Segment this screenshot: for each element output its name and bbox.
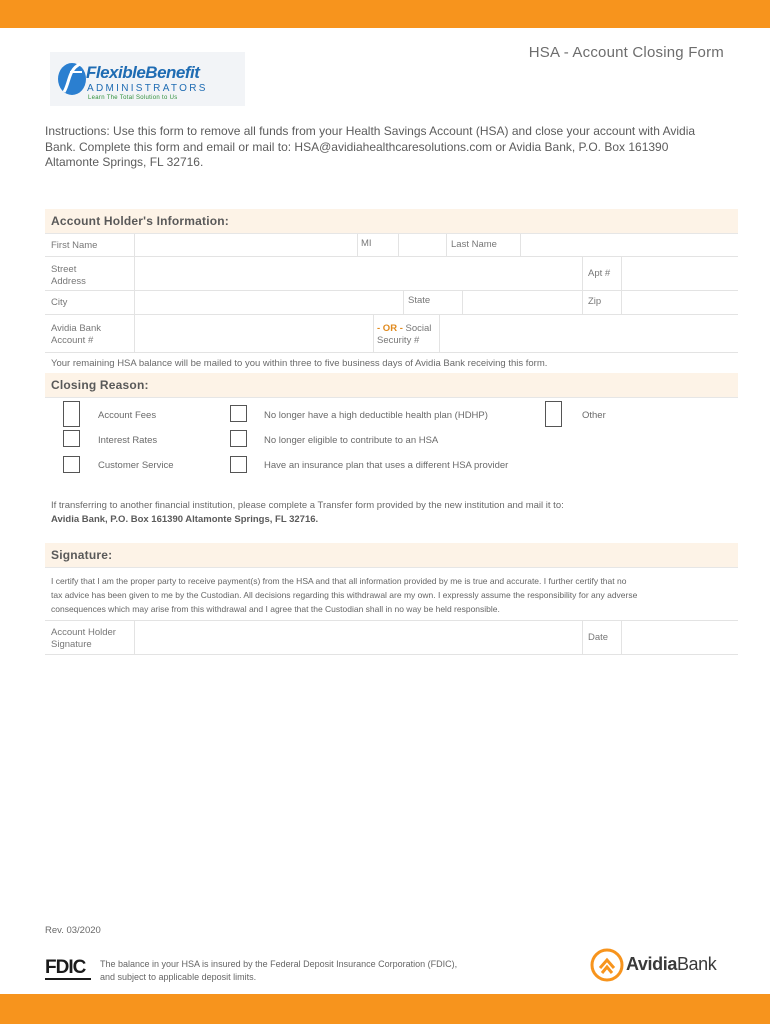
transfer-note (45, 499, 738, 527)
certification-line: tax advice has been given to me by the Custodian. All decisions regarding this withdrawal are my own. I expressly assume the responsibility for any adverse (51, 590, 638, 600)
section-heading: Closing Reason: (45, 373, 738, 398)
city-field[interactable] (135, 291, 403, 314)
signature-field[interactable] (135, 621, 582, 654)
form-title: HSA - Account Closing Form (528, 44, 724, 61)
certification-line: consequences which may arise from this withdrawal and I agree that the Custodian shall in no way be held responsible. (51, 604, 500, 614)
signature-label-line: Account Holder (51, 627, 116, 638)
ssn-label-line: Security # (377, 335, 420, 346)
last-name-field[interactable] (521, 234, 738, 256)
account-label-line: Avidia Bank (51, 323, 101, 334)
no-hdhp-label: No longer have a high deductible health plan (HDHP) (264, 410, 488, 421)
signature-label-line: Signature (51, 639, 92, 650)
state-field[interactable] (463, 291, 582, 314)
balance-note: Your remaining HSA balance will be mailed to you within three to five business days of Avidia Bank receiving this form. (51, 358, 548, 369)
account-number-field[interactable] (135, 315, 373, 352)
instructions-line: Altamonte Springs, FL 32716. (45, 155, 204, 169)
closing-reason-section (45, 373, 738, 527)
logo-tagline: Learn The Total Solution to Us (88, 95, 178, 101)
mi-field[interactable] (399, 234, 446, 256)
customer-service-checkbox[interactable] (63, 456, 80, 473)
customer-service-label: Customer Service (98, 460, 174, 471)
top-accent-bar (0, 0, 770, 28)
instructions (45, 124, 725, 171)
date-field[interactable] (622, 621, 738, 654)
fdic-logo-text: FDIC (45, 957, 86, 978)
fdic-logo (45, 958, 91, 982)
zip-field[interactable] (622, 291, 738, 314)
fdic-notice-line: The balance in your HSA is insured by the Federal Deposit Insurance Corporation (FDIC), (100, 959, 458, 969)
street-address-label (51, 264, 86, 288)
bottom-accent-bar (0, 994, 770, 1024)
reason-options (45, 398, 738, 488)
not-eligible-label: No longer eligible to contribute to an HSA (264, 435, 439, 446)
logo-mark-icon (50, 52, 90, 106)
ssn-label-line: Social (405, 323, 432, 334)
apt-field[interactable] (622, 257, 738, 290)
fdic-notice (100, 958, 457, 984)
account-number-label (51, 323, 101, 347)
city-row (45, 291, 738, 315)
ssn-label (377, 323, 431, 347)
account-fees-checkbox[interactable] (63, 401, 80, 427)
other-checkbox[interactable] (545, 401, 562, 427)
certification-text (45, 568, 738, 620)
account-fees-label: Account Fees (98, 410, 157, 421)
logo-title: FlexibleBenefit (86, 63, 200, 82)
not-eligible-checkbox[interactable] (230, 430, 247, 447)
account-label-line: Account # (51, 335, 94, 346)
interest-rates-label: Interest Rates (98, 435, 158, 446)
account-holder-section (45, 209, 738, 376)
signature-row (45, 621, 738, 655)
section-heading: Signature: (45, 543, 738, 568)
certification-row (45, 568, 738, 621)
certification-line: I certify that I am the proper party to receive payment(s) from the HSA and that all information provided by me is true and accurate. I further certify that no (51, 576, 627, 586)
or-label: - OR - (377, 323, 403, 334)
section-heading: Account Holder's Information: (45, 209, 738, 234)
zip-label: Zip (588, 296, 602, 307)
street-label-line: Street (51, 264, 77, 275)
transfer-address: Avidia Bank, P.O. Box 161390 Altamonte Springs, FL 32716. (51, 514, 319, 525)
first-name-label: First Name (51, 240, 98, 251)
avidia-bank-name (626, 954, 716, 975)
logo-subtitle: ADMINISTRATORS (87, 83, 208, 94)
avidia-mark-icon (590, 948, 624, 982)
bank-name-rest: Bank (676, 954, 717, 974)
signature-label (51, 627, 116, 651)
instructions-line: Instructions: Use this form to remove all funds from your Health Savings Account (HSA) and close your account with Avidia (45, 124, 696, 138)
instructions-line: Bank. Complete this form and email or mail to: HSA@avidiahealthcaresolutions.com or Avidia Bank, P.O. Box 161390 (45, 139, 669, 154)
flexible-benefit-logo (50, 52, 245, 106)
other-label: Other (582, 410, 606, 421)
street-row (45, 257, 738, 291)
apt-label: Apt # (588, 268, 611, 279)
other-provider-label: Have an insurance plan that uses a different HSA provider (264, 460, 509, 471)
account-row (45, 315, 738, 353)
name-row (45, 234, 738, 257)
city-label: City (51, 297, 68, 308)
transfer-note-text: If transferring to another financial institution, please complete a Transfer form provided by the new institution and mail it to: (51, 500, 564, 511)
date-label: Date (588, 632, 609, 643)
last-name-label: Last Name (451, 239, 497, 250)
fdic-notice-line: and subject to applicable deposit limits. (100, 972, 257, 982)
no-hdhp-checkbox[interactable] (230, 405, 247, 422)
mi-label: MI (361, 238, 372, 249)
ssn-field[interactable] (440, 315, 738, 352)
signature-section (45, 543, 738, 655)
bank-name-bold: Avidia (626, 954, 677, 974)
avidia-bank-logo (590, 946, 730, 982)
street-address-field[interactable] (135, 257, 582, 290)
revision-date: Rev. 03/2020 (45, 925, 101, 936)
other-provider-checkbox[interactable] (230, 456, 247, 473)
street-label-line: Address (51, 276, 86, 287)
first-name-field[interactable] (135, 234, 357, 256)
state-label: State (408, 295, 431, 306)
interest-rates-checkbox[interactable] (63, 430, 80, 447)
